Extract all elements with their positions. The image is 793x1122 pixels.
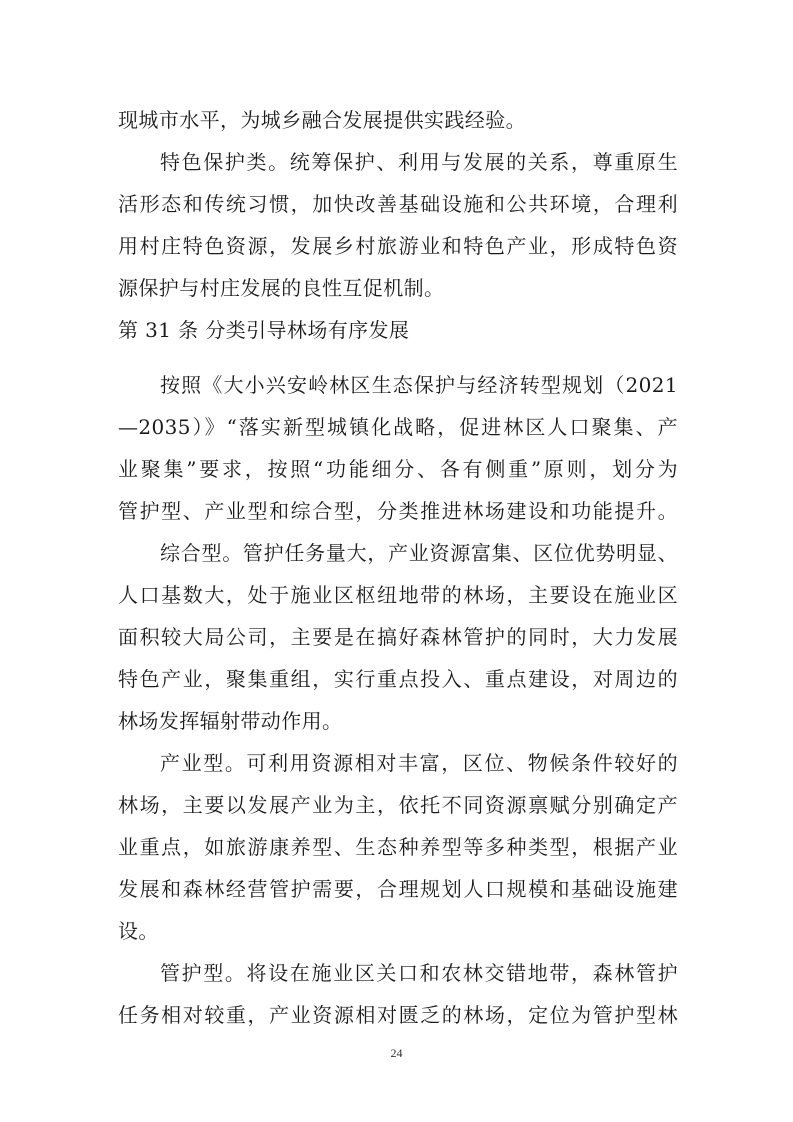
paragraph-line: 源保护与村庄发展的良性互促机制。 [118,276,445,300]
paragraph-line: 产业型。可利用资源相对丰富，区位、物候条件较好的 [160,751,678,775]
page-number: 24 [390,1046,403,1060]
paragraph-line: 发展和森林经营管护需要，合理规划人口规模和基础设施建 [118,877,678,901]
paragraph-line: —2035）》“落实新型城镇化战略，促进林区人口聚集、产 [118,415,678,439]
paragraph-line: 活形态和传统习惯，加快改善基础设施和公共环境，合理利 [118,192,678,216]
paragraph-line: 业重点，如旅游康养型、生态种养型等多种类型，根据产业 [118,835,678,859]
section-heading: 第 31 条 分类引导林场有序发展 [118,318,410,342]
paragraph-line: 现城市水平，为城乡融合发展提供实践经验。 [118,108,526,132]
paragraph-line: 特色产业，聚集重组，实行重点投入、重点建设，对周边的 [118,667,678,691]
paragraph-line: 林场发挥辐射带动作用。 [118,709,343,733]
paragraph-line: 管护型。将设在施业区关口和农林交错地带，森林管护 [160,961,678,985]
paragraph-line: 人口基数大，处于施业区枢纽地带的林场，主要设在施业区 [118,583,678,607]
paragraph-line: 设。 [118,919,159,943]
paragraph-line: 面积较大局公司，主要是在搞好森林管护的同时，大力发展 [118,625,678,649]
paragraph-line: 管护型、产业型和综合型，分类推进林场建设和功能提升。 [118,499,678,523]
paragraph-line: 用村庄特色资源，发展乡村旅游业和特色产业，形成特色资 [118,234,678,258]
paragraph-line: 特色保护类。统筹保护、利用与发展的关系，尊重原生 [160,150,678,174]
paragraph-line: 业聚集”要求，按照“功能细分、各有侧重”原则，划分为 [118,457,678,481]
paragraph-line: 任务相对较重，产业资源相对匮乏的林场，定位为管护型林 [118,1003,678,1027]
paragraph-line: 林场，主要以发展产业为主，依托不同资源禀赋分别确定产 [118,793,678,817]
paragraph-line: 按照《大小兴安岭林区生态保护与经济转型规划（2021 [160,373,678,397]
paragraph-line: 综合型。管护任务量大，产业资源富集、区位优势明显、 [160,541,678,565]
